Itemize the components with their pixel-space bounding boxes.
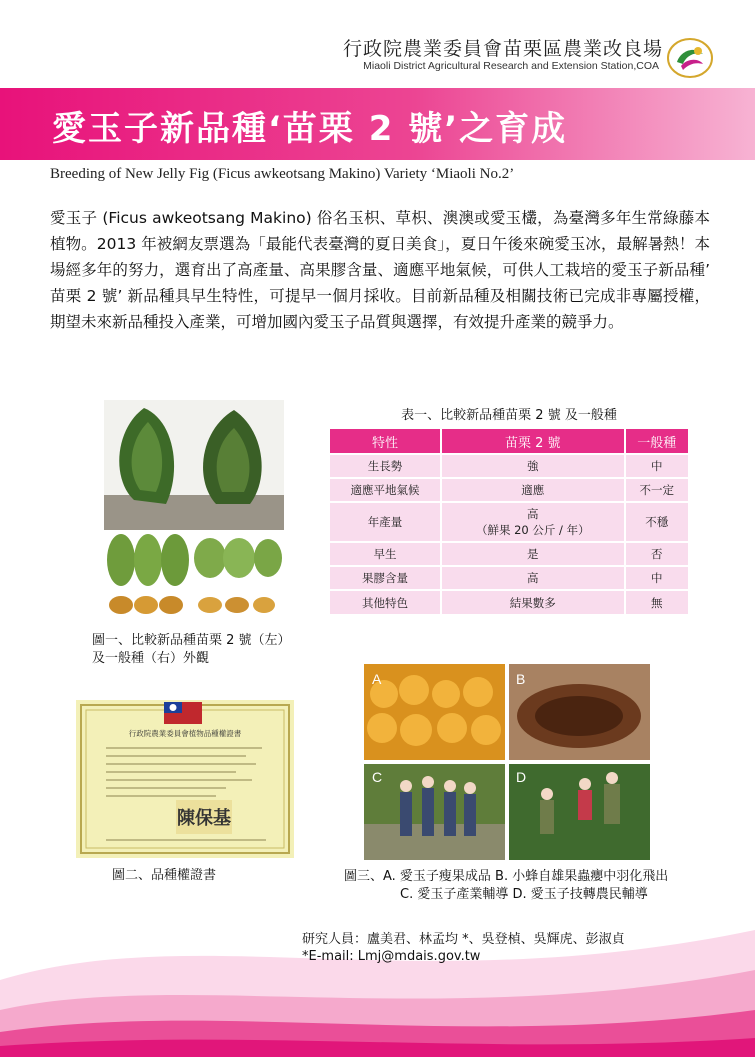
organization-name-english: Miaoli District Agricultural Research and Extension Station,COA — [363, 60, 659, 72]
panel-label-b: B — [516, 671, 526, 687]
panel-label-c: C — [372, 769, 383, 785]
table-cell: 強 — [441, 454, 624, 478]
table-cell: 不一定 — [625, 478, 689, 502]
table-cell: 年產量 — [330, 502, 441, 542]
figure-1-caption-line-2: 及一般種（右）外觀 — [92, 651, 210, 666]
table-cell: 否 — [625, 542, 689, 566]
figure-3-photo-grid — [364, 664, 650, 860]
panel-label-d: D — [516, 769, 527, 785]
table-cell: 高 — [441, 566, 624, 590]
intro-paragraph: 愛玉子 (Ficus awkeotsang Makino) 俗名玉枳、草枳、澳澳或愛玉欉，為臺灣多年生常綠藤本植物。2013 年被網友票選為「最能代表臺灣的夏日美食」，夏日午後來碗愛玉冰，最解暑熱！本場經多年的努力，選育出了高產量、高果膠含量、適應平地氣候，可供人工栽培的愛玉子新品種’ 苗栗 2 號’ 新品種具早生特性，可提早一個月採收。目前新品種及相關技術已完成非專屬授權，期望未來新品種投入產業，可增加國內愛玉子品質與選擇，有效提升產業的競爭力。 — [50, 209, 710, 331]
table-row — [330, 454, 688, 478]
table-cell: 中 — [625, 566, 689, 590]
header — [0, 0, 755, 88]
table-row — [330, 502, 688, 542]
table-row — [330, 566, 688, 590]
table-cell: 結果數多 — [441, 590, 624, 614]
title-banner — [0, 88, 755, 160]
table-title: 表一、比較新品種苗栗 2 號 及一般種 — [401, 408, 617, 423]
figure-3-caption-line-2: C. 愛玉子產業輔導 D. 愛玉子技轉農民輔導 — [400, 887, 648, 902]
organization-name-chinese: 行政院農業委員會苗栗區農業改良場 — [342, 38, 663, 60]
panel-label-a: A — [372, 671, 382, 687]
figure-1-caption-line-1: 圖一、比較新品種苗栗 2 號（左） — [92, 633, 291, 648]
credits — [302, 931, 625, 965]
table-cell: 早生 — [330, 542, 441, 566]
figure-1-photo — [104, 400, 284, 622]
figure-2-caption: 圖二、品種權證書 — [112, 868, 217, 883]
table-header-cell: 一般種 — [625, 429, 689, 454]
contact-email: *E-mail: Lmj@mdais.gov.tw — [302, 949, 481, 964]
table-row — [330, 590, 688, 614]
table-cell: 果膠含量 — [330, 566, 441, 590]
table-cell: 生長勢 — [330, 454, 441, 478]
table-row — [330, 542, 688, 566]
table-cell: 其他特色 — [330, 590, 441, 614]
table-cell: 不穩 — [625, 502, 689, 542]
table-cell: 無 — [625, 590, 689, 614]
table-header-cell: 苗栗 2 號 — [441, 429, 624, 454]
researchers-line: 研究人員：盧美君、林孟均 *、吳登楨、吳輝虎、彭淑貞 — [302, 932, 625, 947]
figure-2-certificate — [76, 700, 294, 858]
english-subtitle: Breeding of New Jelly Fig (Ficus awkeotsang Makino) Variety ‘Miaoli No.2’ — [50, 166, 515, 182]
comparison-table — [330, 429, 688, 614]
table-row — [330, 478, 688, 502]
table-header-cell: 特性 — [330, 429, 441, 454]
table-cell-multiline: 高 （鮮果 20 公斤 / 年） — [441, 502, 624, 542]
table-cell: 適應平地氣候 — [330, 478, 441, 502]
organization-logo-icon — [665, 36, 715, 80]
table-cell: 是 — [441, 542, 624, 566]
table-cell: 適應 — [441, 478, 624, 502]
table-cell: 中 — [625, 454, 689, 478]
certificate-title: 行政院農業委員會植物品種權證書 — [128, 729, 242, 738]
table-header-row — [330, 429, 688, 454]
page-title: 愛玉子新品種‘苗栗 2 號’之育成 — [52, 109, 568, 149]
figure-3-caption-line-1: 圖三、A. 愛玉子瘦果成品 B. 小蜂自雄果蟲癭中羽化飛出 — [344, 869, 669, 884]
certificate-signature: 陳保基 — [177, 808, 231, 829]
figure-1-caption — [92, 632, 322, 668]
